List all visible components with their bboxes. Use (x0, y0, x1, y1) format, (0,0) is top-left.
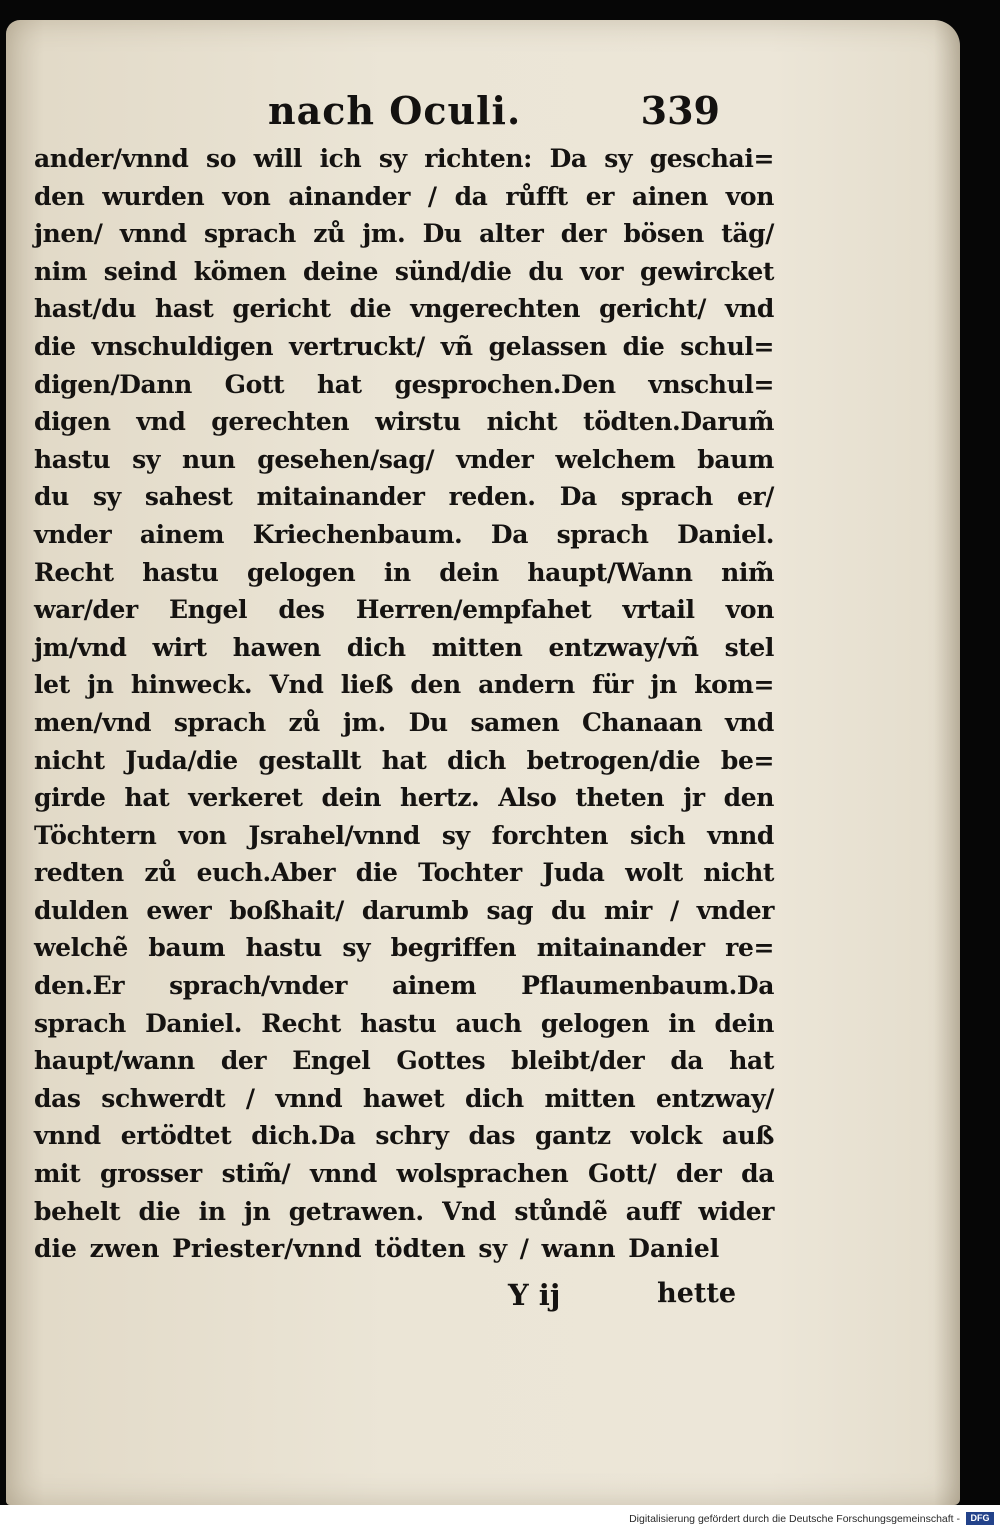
page-edge-shadow (934, 20, 960, 1505)
text-line: die zwen Priester/vnnd tödten sy / wann Daniel (34, 1234, 720, 1264)
text-line: ander/vnnd so will ich sy richten: Da sy geschai= (34, 144, 774, 173)
catchword: hette (657, 1278, 736, 1309)
funding-credit: Digitalisierung gefördert durch die Deutsche Forschungsgemeinschaft - (629, 1513, 960, 1525)
text-line: hast/du hast gericht die vngerechten gericht/ vnd (34, 294, 774, 324)
text-line: welchẽ baum hastu sy begriffen mitainander re= (34, 933, 774, 963)
text-line: girde hat verkeret dein hertz. Also theten jr den (34, 783, 774, 813)
running-head: nach Oculi. (268, 88, 522, 133)
text-line: men/vnd sprach zů jm. Du samen Chanaan vnd (34, 707, 774, 737)
page-footer-catchwords (500, 1278, 736, 1318)
text-line: das schwerdt / vnnd hawet dich mitten entzway/ (34, 1083, 774, 1113)
text-line: sprach Daniel. Recht hastu auch gelogen in dein (34, 1008, 774, 1038)
body-text (34, 140, 774, 1268)
text-line: die vnschuldigen vertruckt/ vñ gelassen die schul= (34, 331, 774, 361)
text-line: mit grosser stim̃/ vnnd wolsprachen Gott/ der da (34, 1159, 774, 1189)
text-line: digen/Dann Gott hat gesprochen.Den vnschul= (34, 369, 774, 399)
text-line: vnnd ertödtet dich.Da schry das gantz volck auß (34, 1121, 774, 1151)
text-line: redten zů euch.Aber die Tochter Juda wolt nicht (34, 858, 774, 888)
text-line: let jn hinweck. Vnd ließ den andern für jn kom= (34, 670, 774, 700)
text-line: haupt/wann der Engel Gottes bleibt/der da hat (34, 1046, 774, 1076)
text-line: hastu sy nun gesehen/sag/ vnder welchem baum (34, 444, 774, 474)
digitization-footer (0, 1505, 1000, 1530)
text-line: digen vnd gerechten wirstu nicht tödten.Darum̃ (34, 407, 774, 437)
text-line: den wurden von ainander / da růfft er ainen von (34, 181, 774, 211)
text-line: nicht Juda/die gestallt hat dich betrogen/die be= (34, 745, 774, 775)
text-line: du sy sahest mitainander reden. Da sprach er/ (34, 482, 774, 512)
text-line: jm/vnd wirt hawen dich mitten entzway/vñ stel (34, 632, 774, 662)
text-line: Recht hastu gelogen in dein haupt/Wann nim̃ (34, 557, 774, 587)
text-line: behelt die in jn getrawen. Vnd stůndẽ auff wider (34, 1196, 774, 1226)
text-line: Töchtern von Jsrahel/vnnd sy forchten sich vnnd (34, 820, 774, 850)
signature-mark: Y ij (508, 1278, 561, 1312)
page-header (260, 88, 720, 140)
text-line: nim seind kömen deine sünd/die du vor gewircket (34, 256, 774, 286)
dfg-logo-icon: DFG (966, 1512, 994, 1525)
text-line: vnder ainem Kriechenbaum. Da sprach Daniel. (34, 519, 774, 549)
page-number: 339 (640, 88, 720, 133)
text-line: dulden ewer boßhait/ darumb sag du mir / vnder (34, 895, 774, 925)
text-line: war/der Engel des Herren/empfahet vrtail von (34, 595, 774, 625)
text-line: den.Er sprach/vnder ainem Pflaumenbaum.Da (34, 971, 774, 1001)
text-line: jnen/ vnnd sprach zů jm. Du alter der bösen täg/ (34, 219, 774, 249)
